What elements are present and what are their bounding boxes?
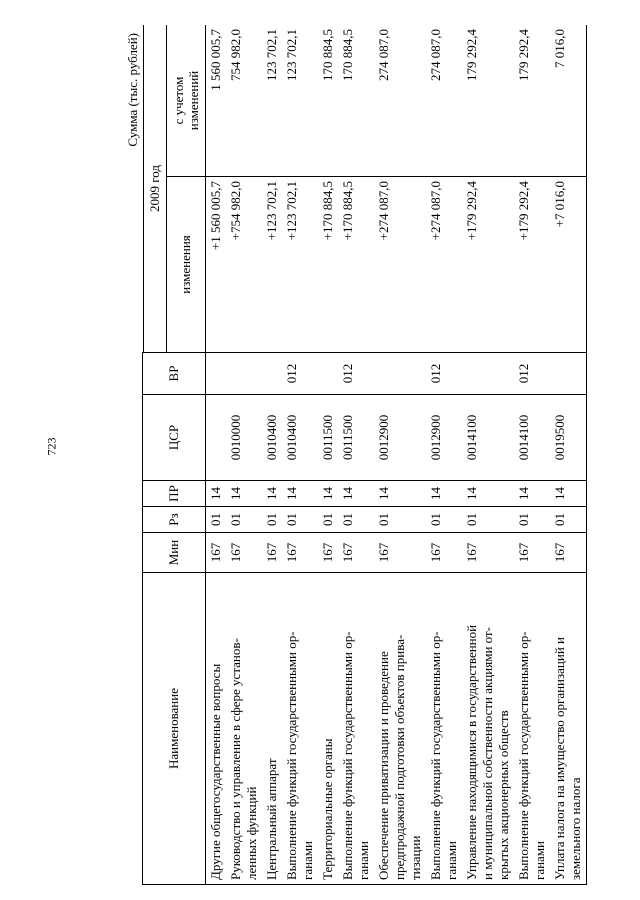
cell-rz: 01 <box>514 507 550 533</box>
cell-name-line: земельного налога <box>567 777 583 880</box>
cell-csr: 0010400 <box>262 395 282 481</box>
cell-changes: +274 087,0 <box>374 177 426 353</box>
cell-csr: 0012900 <box>374 395 426 481</box>
cell-total: 754 982,0 <box>226 25 262 177</box>
cell-changes: +179 292,4 <box>462 177 514 353</box>
cell-name <box>514 573 550 885</box>
cell-min: 167 <box>338 533 374 573</box>
table-row <box>426 25 462 885</box>
cell-name-line: Обеспечение приватизации и проведение <box>375 651 391 880</box>
col-header-name: Наименование <box>143 573 206 885</box>
cell-rz: 01 <box>462 507 514 533</box>
cell-rz: 01 <box>282 507 318 533</box>
cell-changes: +274 087,0 <box>426 177 462 353</box>
cell-vr <box>374 353 426 395</box>
page-number: 723 <box>44 437 59 456</box>
table-row <box>514 25 550 885</box>
cell-total: 274 087,0 <box>374 25 426 177</box>
cell-rz: 01 <box>205 507 226 533</box>
cell-vr <box>205 353 226 395</box>
cell-name-line: Территориальные органы <box>319 738 335 880</box>
cell-min: 167 <box>514 533 550 573</box>
table-body <box>205 25 586 885</box>
cell-vr: 012 <box>338 353 374 395</box>
cell-name-line: Выполнение функций государственными ор- <box>339 631 355 880</box>
cell-total: 123 702,1 <box>262 25 282 177</box>
cell-total: 1 560 005,7 <box>205 25 226 177</box>
table-row <box>205 25 226 885</box>
cell-total: 170 884,5 <box>338 25 374 177</box>
cell-vr: 012 <box>426 353 462 395</box>
cell-pr: 14 <box>205 481 226 507</box>
cell-csr: 0019500 <box>550 395 587 481</box>
cell-pr: 14 <box>262 481 282 507</box>
col-header-with-changes-line1: с учетом <box>170 76 186 125</box>
cell-rz: 01 <box>318 507 338 533</box>
cell-pr: 14 <box>550 481 587 507</box>
cell-name-line: тизации <box>407 835 423 880</box>
cell-total: 179 292,4 <box>514 25 550 177</box>
cell-changes: +754 982,0 <box>226 177 262 353</box>
cell-pr: 14 <box>374 481 426 507</box>
cell-name-line: ганами <box>299 840 315 880</box>
cell-name-line: Выполнение функций государственными ор- <box>283 631 299 880</box>
cell-min: 167 <box>462 533 514 573</box>
cell-name <box>226 573 262 885</box>
table-row <box>226 25 262 885</box>
cell-csr: 0011500 <box>338 395 374 481</box>
cell-csr: 0011500 <box>318 395 338 481</box>
table-row <box>282 25 318 885</box>
cell-name-line: и муниципальной собственности акциями от- <box>479 627 495 880</box>
cell-min: 167 <box>374 533 426 573</box>
cell-rz: 01 <box>550 507 587 533</box>
cell-csr: 0010400 <box>282 395 318 481</box>
cell-vr: 012 <box>282 353 318 395</box>
cell-total: 274 087,0 <box>426 25 462 177</box>
cell-min: 167 <box>205 533 226 573</box>
cell-csr: 0014100 <box>462 395 514 481</box>
table-row <box>338 25 374 885</box>
table-row <box>318 25 338 885</box>
cell-total: 179 292,4 <box>462 25 514 177</box>
cell-csr <box>205 395 226 481</box>
table-row <box>550 25 587 885</box>
cell-pr: 14 <box>282 481 318 507</box>
cell-min: 167 <box>262 533 282 573</box>
table-header <box>143 25 206 885</box>
cell-name <box>282 573 318 885</box>
cell-vr <box>318 353 338 395</box>
cell-name <box>205 573 226 885</box>
cell-vr <box>226 353 262 395</box>
cell-vr <box>262 353 282 395</box>
cell-changes: +179 292,4 <box>514 177 550 353</box>
budget-table <box>142 25 587 885</box>
col-header-vr: ВР <box>143 353 206 395</box>
cell-changes: +1 560 005,7 <box>205 177 226 353</box>
cell-pr: 14 <box>226 481 262 507</box>
cell-rz: 01 <box>226 507 262 533</box>
cell-vr <box>462 353 514 395</box>
cell-name-line: Руководство и управление в сфере установ- <box>227 638 243 880</box>
cell-pr: 14 <box>426 481 462 507</box>
cell-name-line: ганами <box>443 840 459 880</box>
cell-pr: 14 <box>514 481 550 507</box>
col-header-min: Мин <box>143 533 206 573</box>
cell-min: 167 <box>282 533 318 573</box>
cell-min: 167 <box>226 533 262 573</box>
cell-rz: 01 <box>262 507 282 533</box>
table-row <box>462 25 514 885</box>
cell-csr: 0014100 <box>514 395 550 481</box>
cell-changes: +170 884,5 <box>318 177 338 353</box>
cell-rz: 01 <box>374 507 426 533</box>
cell-name-line: предпродажной подготовки объектов прива- <box>391 634 407 880</box>
cell-pr: 14 <box>318 481 338 507</box>
table-row <box>374 25 426 885</box>
cell-csr: 0010000 <box>226 395 262 481</box>
col-header-changes: изменения <box>166 177 205 353</box>
page-body <box>125 25 590 885</box>
cell-total: 7 016,0 <box>550 25 587 177</box>
cell-changes: +170 884,5 <box>338 177 374 353</box>
rotated-table-area <box>125 25 590 885</box>
cell-name-line: Уплата налога на имущество организаций и <box>551 637 567 880</box>
col-header-pr: ПР <box>143 481 206 507</box>
cell-name-line: Управление находящимися в государственной <box>463 624 479 880</box>
cell-min: 167 <box>550 533 587 573</box>
cell-name <box>462 573 514 885</box>
unit-caption: Сумма (тыс. рублей) <box>125 33 140 147</box>
cell-name <box>338 573 374 885</box>
cell-name-line: ганами <box>531 840 547 880</box>
cell-vr: 012 <box>514 353 550 395</box>
cell-changes: +123 702,1 <box>282 177 318 353</box>
cell-min: 167 <box>426 533 462 573</box>
cell-rz: 01 <box>426 507 462 533</box>
col-header-with-changes <box>166 25 205 177</box>
cell-name-line: Выполнение функций государственными ор- <box>515 631 531 880</box>
cell-pr: 14 <box>462 481 514 507</box>
col-header-year: 2009 год <box>143 25 166 353</box>
cell-name <box>374 573 426 885</box>
cell-name-line: Другие общегосударственные вопросы <box>207 663 223 880</box>
col-header-rz: Рз <box>143 507 206 533</box>
cell-name-line: Центральный аппарат <box>263 758 279 880</box>
cell-changes: +7 016,0 <box>550 177 587 353</box>
cell-name-line: Выполнение функций государственными ор- <box>427 631 443 880</box>
cell-changes: +123 702,1 <box>262 177 282 353</box>
cell-total: 123 702,1 <box>282 25 318 177</box>
cell-name <box>550 573 587 885</box>
cell-name-line: ганами <box>355 840 371 880</box>
col-header-with-changes-line2: изменений <box>185 70 201 131</box>
cell-total: 170 884,5 <box>318 25 338 177</box>
cell-pr: 14 <box>338 481 374 507</box>
cell-name-line: крытых акционерных обществ <box>495 710 511 880</box>
cell-csr: 0012900 <box>426 395 462 481</box>
cell-rz: 01 <box>338 507 374 533</box>
cell-name <box>262 573 282 885</box>
cell-name-line: ленных функций <box>243 786 259 880</box>
cell-name <box>318 573 338 885</box>
cell-name <box>426 573 462 885</box>
table-row <box>262 25 282 885</box>
cell-min: 167 <box>318 533 338 573</box>
cell-vr <box>550 353 587 395</box>
col-header-csr: ЦСР <box>143 395 206 481</box>
